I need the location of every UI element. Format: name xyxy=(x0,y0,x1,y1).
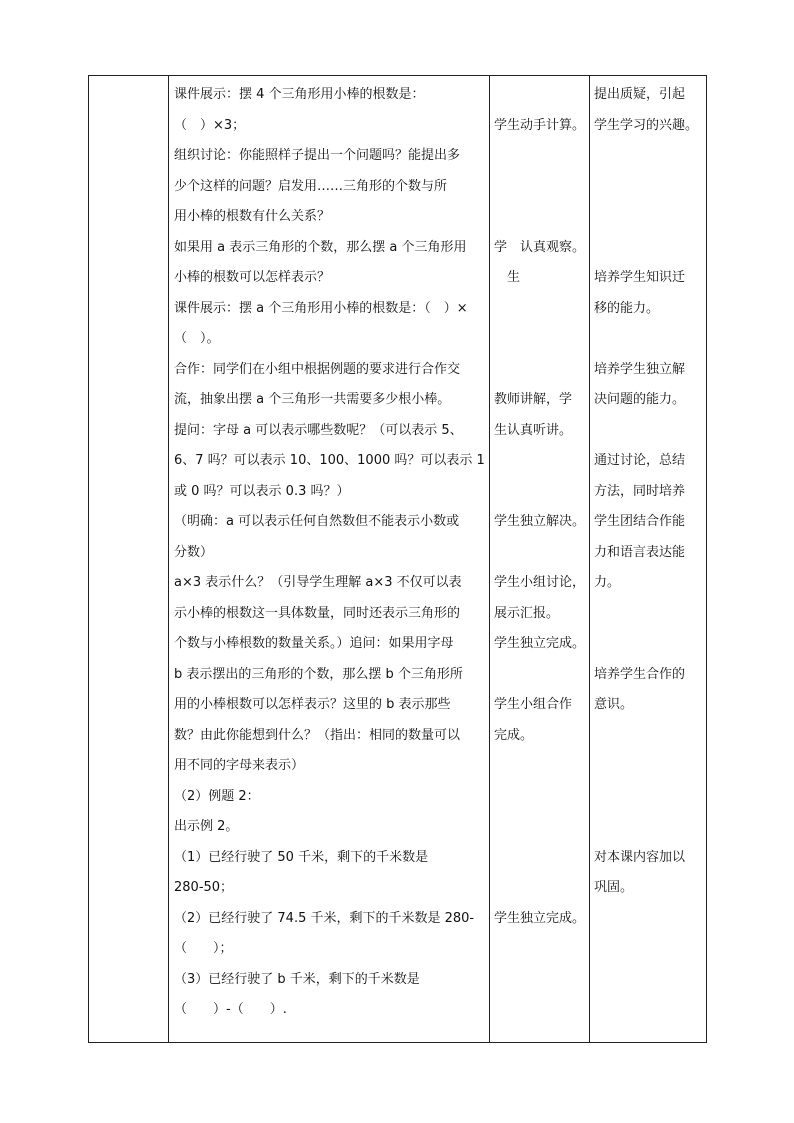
text-line: 280-50； xyxy=(174,880,234,895)
text-line: 分数） xyxy=(174,544,214,560)
text-line: 方法，同时培养 xyxy=(594,483,686,499)
text-line: 用小棒的根数有什么关系？ xyxy=(174,209,331,224)
text-line: 或 0 吗？可以表示 0.3 吗？） xyxy=(174,483,350,499)
text-line: （3）已经行驶了 b 千米，剩下的千米数是 xyxy=(174,971,420,987)
text-line: 学生团结合作能 xyxy=(594,514,686,529)
column-divider xyxy=(589,76,590,1042)
text-line: 学生小组合作 xyxy=(494,697,573,712)
text-line: 巩固。 xyxy=(594,880,634,895)
text-line: 展示汇报。 xyxy=(494,605,560,621)
text-line: 生 xyxy=(494,270,521,285)
text-line: 用不同的字母来表示） xyxy=(174,758,305,773)
text-line: 生认真听讲。 xyxy=(494,422,573,438)
text-line: 教师讲解，学 xyxy=(494,392,573,407)
teacher-activity-column xyxy=(174,80,490,1026)
text-line: 课件展示：摆 4 个三角形用小棒的根数是： xyxy=(174,87,425,102)
text-line: 个数与小棒根数的数量关系。）追问：如果用字母 xyxy=(174,636,454,651)
text-line: 力。 xyxy=(594,575,621,590)
text-line: 课件展示：摆 a 个三角形用小棒的根数是：（ ）× xyxy=(174,300,468,316)
text-line: 小棒的根数可以怎样表示？ xyxy=(174,270,331,285)
text-line: 学生动手计算。 xyxy=(494,117,586,133)
text-line: 数？由此你能想到什么？（指出：相同的数量可以 xyxy=(174,727,461,743)
text-line: 培养学生独立解 xyxy=(594,361,686,377)
text-line: （ ）。 xyxy=(174,331,220,346)
text-line: 学生独立解决。 xyxy=(494,514,586,529)
text-line: （ ）； xyxy=(174,941,233,956)
text-line: （ ）×3； xyxy=(174,117,246,133)
text-line: 少个这样的问题？启发用……三角形的个数与所 xyxy=(174,178,448,194)
text-line: 移的能力。 xyxy=(594,300,660,316)
text-line: （2）例题 2： xyxy=(174,788,260,804)
text-line: 意识。 xyxy=(594,697,634,712)
text-line: 通过讨论，总结 xyxy=(594,453,686,468)
text-line: 力和语言表达能 xyxy=(594,544,686,560)
text-line: 提出质疑，引起 xyxy=(594,87,686,102)
text-line: 学生独立完成。 xyxy=(494,910,586,926)
text-line: 学生独立完成。 xyxy=(494,636,586,651)
text-line: 决问题的能力。 xyxy=(594,392,686,407)
text-line: 合作：同学们在小组中根据例题的要求进行合作交 xyxy=(174,361,461,377)
lesson-table xyxy=(88,75,707,1043)
text-line: 学生学习的兴趣。 xyxy=(594,117,699,133)
text-line: 学 认真观察。 xyxy=(494,239,586,255)
text-line: 完成。 xyxy=(494,727,534,743)
text-line: a×3 表示什么？（引导学生理解 a×3 不仅可以表 xyxy=(174,575,462,590)
column-divider xyxy=(168,76,169,1042)
text-line: 6、7 吗？可以表示 10、100、1000 吗？可以表示 1 xyxy=(174,453,485,468)
text-line: 培养学生合作的 xyxy=(594,666,686,682)
text-line: 如果用 a 表示三角形的个数，那么摆 a 个三角形用 xyxy=(174,239,467,255)
text-line: 学生小组讨论， xyxy=(494,575,586,590)
text-line: （ ）-（ ）. xyxy=(174,1002,287,1017)
text-line: （明确：a 可以表示任何自然数但不能表示小数或 xyxy=(174,514,460,529)
text-line: 培养学生知识迁 xyxy=(594,270,686,285)
text-line: （2）已经行驶了 74.5 千米，剩下的千米数是 280- xyxy=(174,910,475,926)
text-line: 提问：字母 a 可以表示哪些数呢？（可以表示 5、 xyxy=(174,422,463,438)
text-line: 用的小棒根数可以怎样表示？这里的 b 表示那些 xyxy=(174,697,451,712)
text-line: 组织讨论：你能照样子提出一个问题吗？能提出多 xyxy=(174,148,461,163)
text-line: 对本课内容加以 xyxy=(594,849,686,865)
text-line: b 表示摆出的三角形的个数，那么摆 b 个三角形所 xyxy=(174,666,463,682)
text-line: 示小棒的根数这一具体数量，同时还表示三角形的 xyxy=(174,605,461,621)
text-line: 出示例 2。 xyxy=(174,819,239,834)
text-line: 流，抽象出摆 a 个三角形一共需要多少根小棒。 xyxy=(174,392,451,407)
text-line: （1）已经行驶了 50 千米，剩下的千米数是 xyxy=(174,849,429,865)
